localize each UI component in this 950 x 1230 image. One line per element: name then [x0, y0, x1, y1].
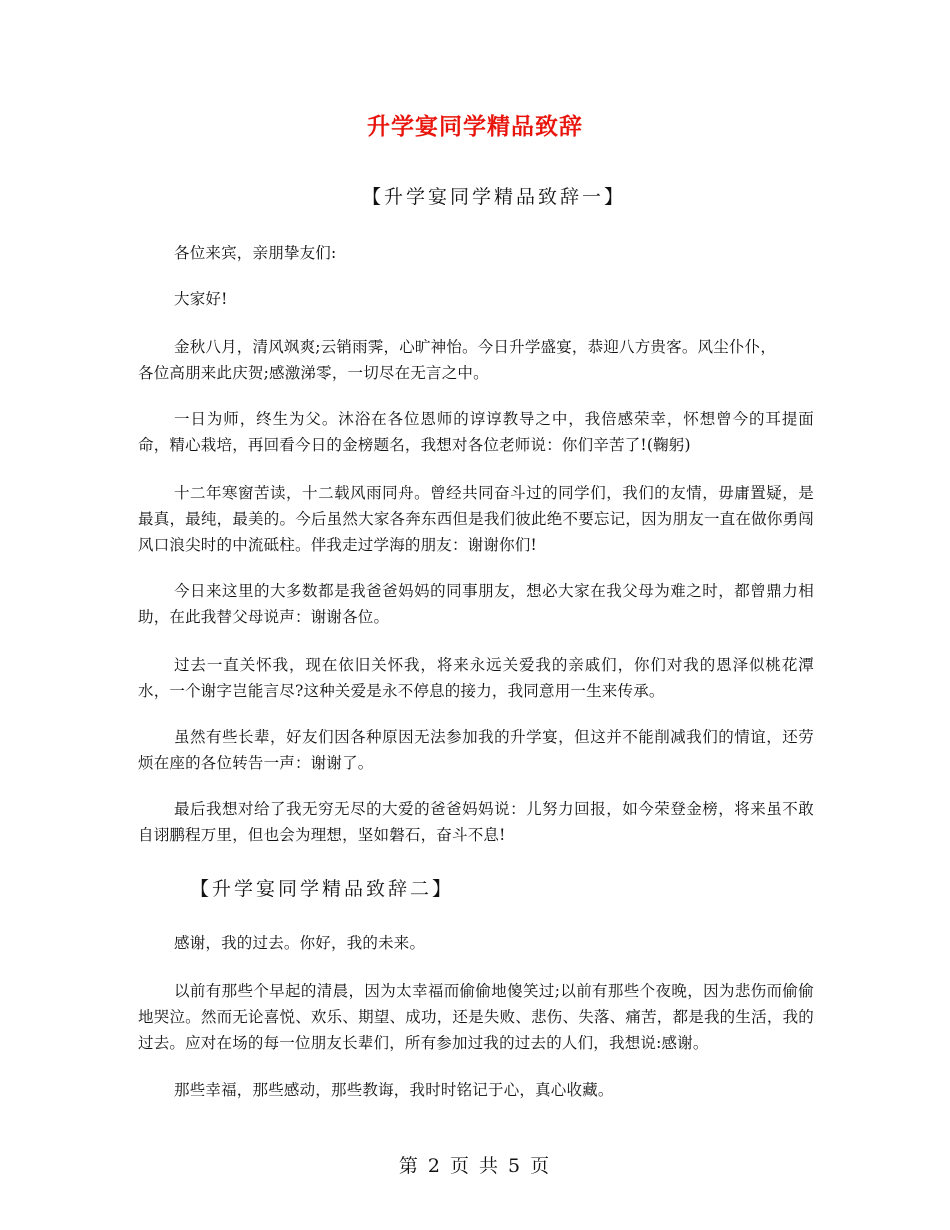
paragraph: 十二年寒窗苦读，十二载风雨同舟。曾经共同奋斗过的同学们，我们的友情，毋庸置疑，是最真，最纯，最美的。今后虽然大家各奔东西但是我们彼此绝不要忘记，因为朋友一直在做你勇闯风口浪尖时的中流砥柱。伴我走过学海的朋友：谢谢你们! — [138, 484, 814, 554]
paragraph: 以前有那些个早起的清晨，因为太幸福而偷偷地傻笑过;以前有那些个夜晚，因为悲伤而偷偷地哭泣。然而无论喜悦、欢乐、期望、成功，还是失败、悲伤、失落、痛苦，都是我的生活，我的过去。应对在场的每一位朋友长辈们，所有参加过我的过去的人们，我想说:感谢。 — [138, 982, 814, 1052]
document-title: 升学宴同学精品致辞 — [367, 113, 583, 140]
paragraph: 虽然有些长辈，好友们因各种原因无法参加我的升学宴，但这并不能削减我们的情谊，还劳烦在座的各位转告一声：谢谢了。 — [138, 728, 814, 772]
paragraph: 金秋八月，清风飒爽;云销雨霁，心旷神怡。今日升学盛宴，恭迎八方贵客。风尘仆仆， 各位高朋来此庆贺;感激涕零，一切尽在无言之中。 — [138, 338, 777, 382]
paragraph: 今日来这里的大多数都是我爸爸妈妈的同事朋友，想必大家在我父母为难之时，都曾鼎力相助，在此我替父母说声：谢谢各位。 — [138, 582, 814, 626]
paragraph: 过去一直关怀我，现在依旧关怀我，将来永远关爱我的亲戚们，你们对我的恩泽似桃花潭水，一个谢字岂能言尽?这种关爱是永不停息的接力，我同意用一生来传承。 — [138, 656, 814, 700]
paragraph: 感谢，我的过去。你好，我的未来。 — [174, 934, 426, 952]
paragraph: 最后我想对给了我无穷无尽的大爱的爸爸妈妈说：儿努力回报，如今荣登金榜，将来虽不敢自诩鹏程万里，但也会为理想，坚如磐石，奋斗不息! — [138, 800, 814, 844]
paragraph: 一日为师，终生为父。沐浴在各位恩师的谆谆教导之中，我倍感荣幸，怀想曾今的耳提面命，精心栽培，再回看今日的金榜题名，我想对各位老师说：你们辛苦了!(鞠躬) — [138, 410, 814, 454]
paragraph: 那些幸福，那些感动，那些教诲，我时时铭记于心，真心收藏。 — [174, 1081, 614, 1099]
page-number-footer: 第 2 页 共 5 页 — [398, 1155, 552, 1177]
paragraph: 大家好! — [174, 290, 228, 308]
section-2-heading: 【升学宴同学精品致辞二】 — [190, 878, 455, 900]
paragraph: 各位来宾，亲朋挚友们: — [174, 244, 337, 262]
section-1-heading: 【升学宴同学精品致辞一】 — [362, 186, 627, 208]
